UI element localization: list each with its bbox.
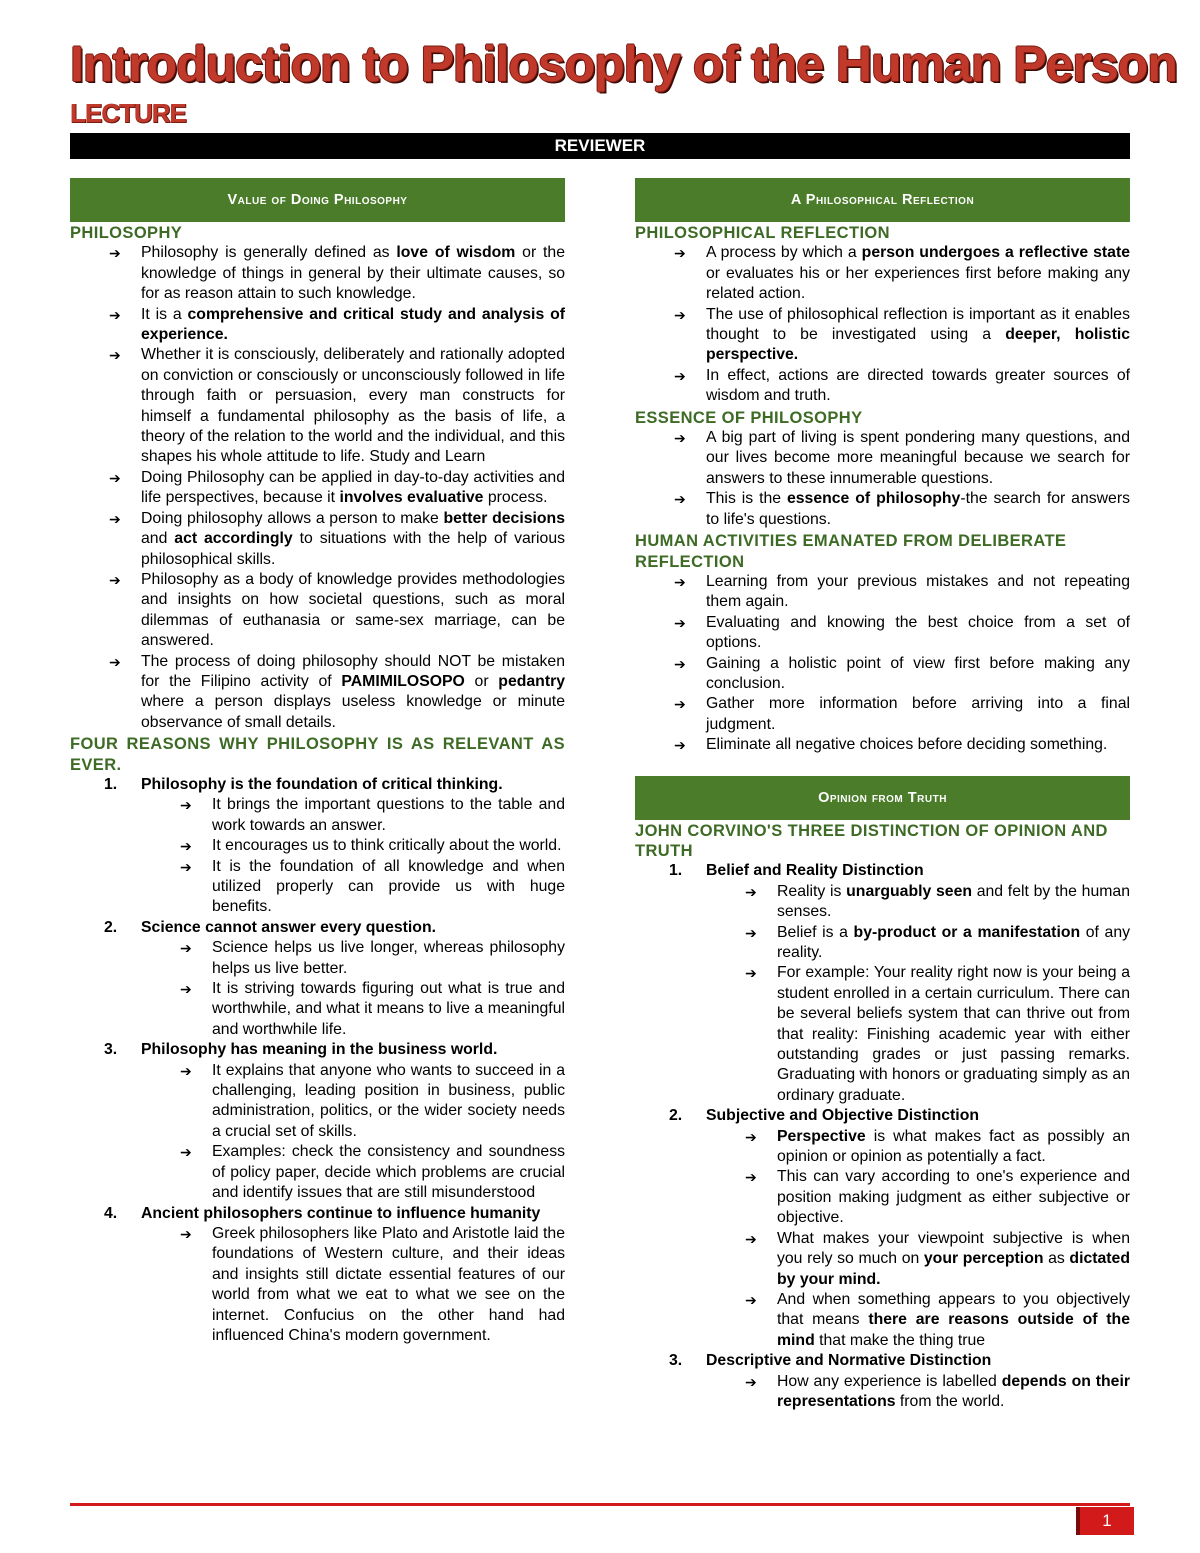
list-item: ➔ For example: Your reality right now is your being a student enrolled in a certain curriculum. There can be several beliefs system that can thrive out from that reality: Finishing academic year with either outstanding grades or just passing remarks. Graduating with honors or graduating simply as an ordinary graduate. (777, 963, 1130, 1106)
document-subtitle: LECTURE (70, 98, 186, 128)
list-item: ➔ Doing philosophy allows a person to make better decisions and act accordingly to situations with the help of various philosophical skills. (141, 509, 565, 570)
heading-human-activities: HUMAN ACTIVITIES EMANATED FROM DELIBERATE REFLECTION (635, 532, 1067, 571)
list-item: ➔ Doing Philosophy can be applied in day-to-day activities and life perspectives, because it involves evaluative process. (141, 468, 565, 509)
list-item: ➔ The use of philosophical reflection is important as it enables thought to be investigated using a deeper, holistic perspective. (706, 305, 1130, 366)
distinction-item: 3. Descriptive and Normative Distinction ➔ How any experience is labelled depends on their representations from the world. (706, 1351, 1130, 1412)
distinction-item: 2. Subjective and Objective Distinction ➔ Perspective is what makes fact as possibly an opinion or opinion as potentially a fact. ➔ This can vary according to one's experience and position making judgment as either subjective or objective. ➔ What makes your viewpoint subjective is when you rely so much on your perception as dictated by your mind. ➔ And when something appears to you objectively that means there are reasons outside of the mind that make the thing true (706, 1106, 1130, 1351)
essence-list (635, 428, 1130, 530)
list-item: ➔ It explains that anyone who wants to succeed in a challenging, leading position in business, public administration, politics, or the wider society needs a crucial set of skills. (212, 1061, 565, 1143)
heading-philosophy: PHILOSOPHY (70, 224, 183, 242)
list-item: ➔ Gaining a holistic point of view first before making any conclusion. (706, 654, 1130, 695)
list-item: ➔ How any experience is labelled depends on their representations from the world. (777, 1372, 1130, 1413)
reflection-list (635, 243, 1130, 406)
philosophy-list (70, 243, 565, 733)
heading-essence-of-philosophy: ESSENCE OF PHILOSOPHY (635, 408, 863, 427)
heading-corvino: JOHN CORVINO'S THREE DISTINCTION OF OPINION AND TRUTH (635, 821, 1108, 860)
heading-four-reasons: FOUR REASONS WHY PHILOSOPHY IS AS RELEVANT AS EVER. (70, 735, 565, 774)
list-item: ➔ It is the foundation of all knowledge and when utilized properly can provide us with huge benefits. (212, 857, 565, 918)
list-item: ➔ Perspective is what makes fact as possibly an opinion or opinion as potentially a fact. (777, 1127, 1130, 1168)
list-item: ➔ Greek philosophers like Plato and Aristotle laid the foundations of Western culture, and their ideas and insights still dictate essential features of our world from what we eat to what we see on the internet. Confucius on the other hand had influenced China's modern government. (212, 1224, 565, 1346)
four-reasons-list (70, 775, 565, 1346)
list-item: ➔ Eliminate all negative choices before deciding something. (706, 735, 1130, 755)
document-title: Introduction to Philosophy of the Human Person (70, 36, 1177, 92)
list-item: ➔ This is the essence of philosophy-the search for answers to life's questions. (706, 489, 1130, 530)
list-item: ➔ This can vary according to one's experience and position making judgment as either subjective or objective. (777, 1167, 1130, 1228)
list-item: ➔ It is striving towards figuring out what is true and worthwhile, and what it means to live a meaningful and worthwhile life. (212, 979, 565, 1040)
list-item: ➔ A process by which a person undergoes a reflective state or evaluates his or her experiences first before making any related action. (706, 243, 1130, 304)
list-item: ➔ Whether it is consciously, deliberately and rationally adopted on conviction or consciously or unconsciously followed in life through faith or persuasion, every man constructs for himself a fundamental philosophy as the basis of life, a theory of the relation to the world and the individual, and this shapes his whole attitude to life. Study and Learn (141, 345, 565, 467)
footer-rule (70, 1503, 1130, 1506)
reason-item: 1. Philosophy is the foundation of critical thinking. ➔ It brings the important questions to the table and work towards an answer. ➔ It encourages us to think critically about the world. ➔ It is the foundation of all knowledge and when utilized properly can provide us with huge benefits. (141, 775, 565, 918)
list-item: ➔ In effect, actions are directed towards greater sources of wisdom and truth. (706, 366, 1130, 407)
list-item: ➔ It brings the important questions to the table and work towards an answer. (212, 795, 565, 836)
right-column (635, 178, 1130, 1412)
list-item: ➔ The process of doing philosophy should NOT be mistaken for the Filipino activity of PAMIMILOSOPO or pedantry where a person displays useless knowledge or minute observance of small details. (141, 652, 565, 734)
reason-item: 2. Science cannot answer every question. ➔ Science helps us live longer, whereas philosophy helps us live better. ➔ It is striving towards figuring out what is true and worthwhile, and what it means to live a meaningful and worthwhile life. (141, 918, 565, 1040)
reviewer-bar: REVIEWER (70, 133, 1130, 159)
list-item: ➔ Evaluating and knowing the best choice from a set of options. (706, 613, 1130, 654)
list-item: ➔ Learning from your previous mistakes and not repeating them again. (706, 572, 1130, 613)
list-item: ➔ And when something appears to you objectively that means there are reasons outside of the mind that make the thing true (777, 1290, 1130, 1351)
list-item: ➔ Gather more information before arriving into a final judgment. (706, 694, 1130, 735)
section-banner-value-of-doing-philosophy: Value of Doing Philosophy (70, 178, 565, 222)
heading-philosophical-reflection: PHILOSOPHICAL REFLECTION (635, 224, 890, 242)
distinction-item: 1. Belief and Reality Distinction ➔ Reality is unarguably seen and felt by the human senses. ➔ Belief is a by-product or a manifestation of any reality. ➔ For example: Your reality right now is your being a student enrolled in a certain curriculum. There can be several beliefs system that can thrive out from that reality: Finishing academic year with either outstanding grades or just passing remarks. Graduating with honors or graduating simply as an ordinary graduate. (706, 861, 1130, 1106)
reason-item: 3. Philosophy has meaning in the business world. ➔ It explains that anyone who wants to succeed in a challenging, leading position in business, public administration, politics, or the wider society needs a crucial set of skills. ➔ Examples: check the consistency and soundness of policy paper, decide which problems are crucial and identify issues that are still misunderstood (141, 1040, 565, 1203)
list-item: ➔ What makes your viewpoint subjective is when you rely so much on your perception as dictated by your mind. (777, 1229, 1130, 1290)
reason-item: 4. Ancient philosophers continue to influence humanity ➔ Greek philosophers like Plato and Aristotle laid the foundations of Western culture, and their ideas and insights still dictate essential features of our world from what we eat to what we see on the internet. Confucius on the other hand had influenced China's modern government. (141, 1204, 565, 1347)
list-item: ➔ Belief is a by-product or a manifestation of any reality. (777, 923, 1130, 964)
section-banner-opinion-from-truth: Opinion from Truth (635, 776, 1130, 820)
list-item: ➔ Philosophy as a body of knowledge provides methodologies and insights on how societal questions, such as moral dilemmas of euthanasia or same-sex marriage, can be answered. (141, 570, 565, 652)
page-number: 1 (1076, 1507, 1134, 1535)
list-item: ➔ Science helps us live longer, whereas philosophy helps us live better. (212, 938, 565, 979)
list-item: ➔ Philosophy is generally defined as love of wisdom or the knowledge of things in general by their ultimate causes, so for as reason attain to such knowledge. (141, 243, 565, 304)
section-banner-philosophical-reflection: A Philosophical Reflection (635, 178, 1130, 222)
list-item: ➔ A big part of living is spent pondering many questions, and our lives become more meaningful because we search for answers to these innumerable questions. (706, 428, 1130, 489)
corvino-distinctions-list (635, 861, 1130, 1412)
list-item: ➔ Examples: check the consistency and soundness of policy paper, decide which problems are crucial and identify issues that are still misunderstood (212, 1142, 565, 1203)
list-item: ➔ Reality is unarguably seen and felt by the human senses. (777, 882, 1130, 923)
list-item: ➔ It is a comprehensive and critical study and analysis of experience. (141, 305, 565, 346)
list-item: ➔ It encourages us to think critically about the world. (212, 836, 565, 856)
activities-list (635, 572, 1130, 756)
left-column (70, 178, 565, 1346)
